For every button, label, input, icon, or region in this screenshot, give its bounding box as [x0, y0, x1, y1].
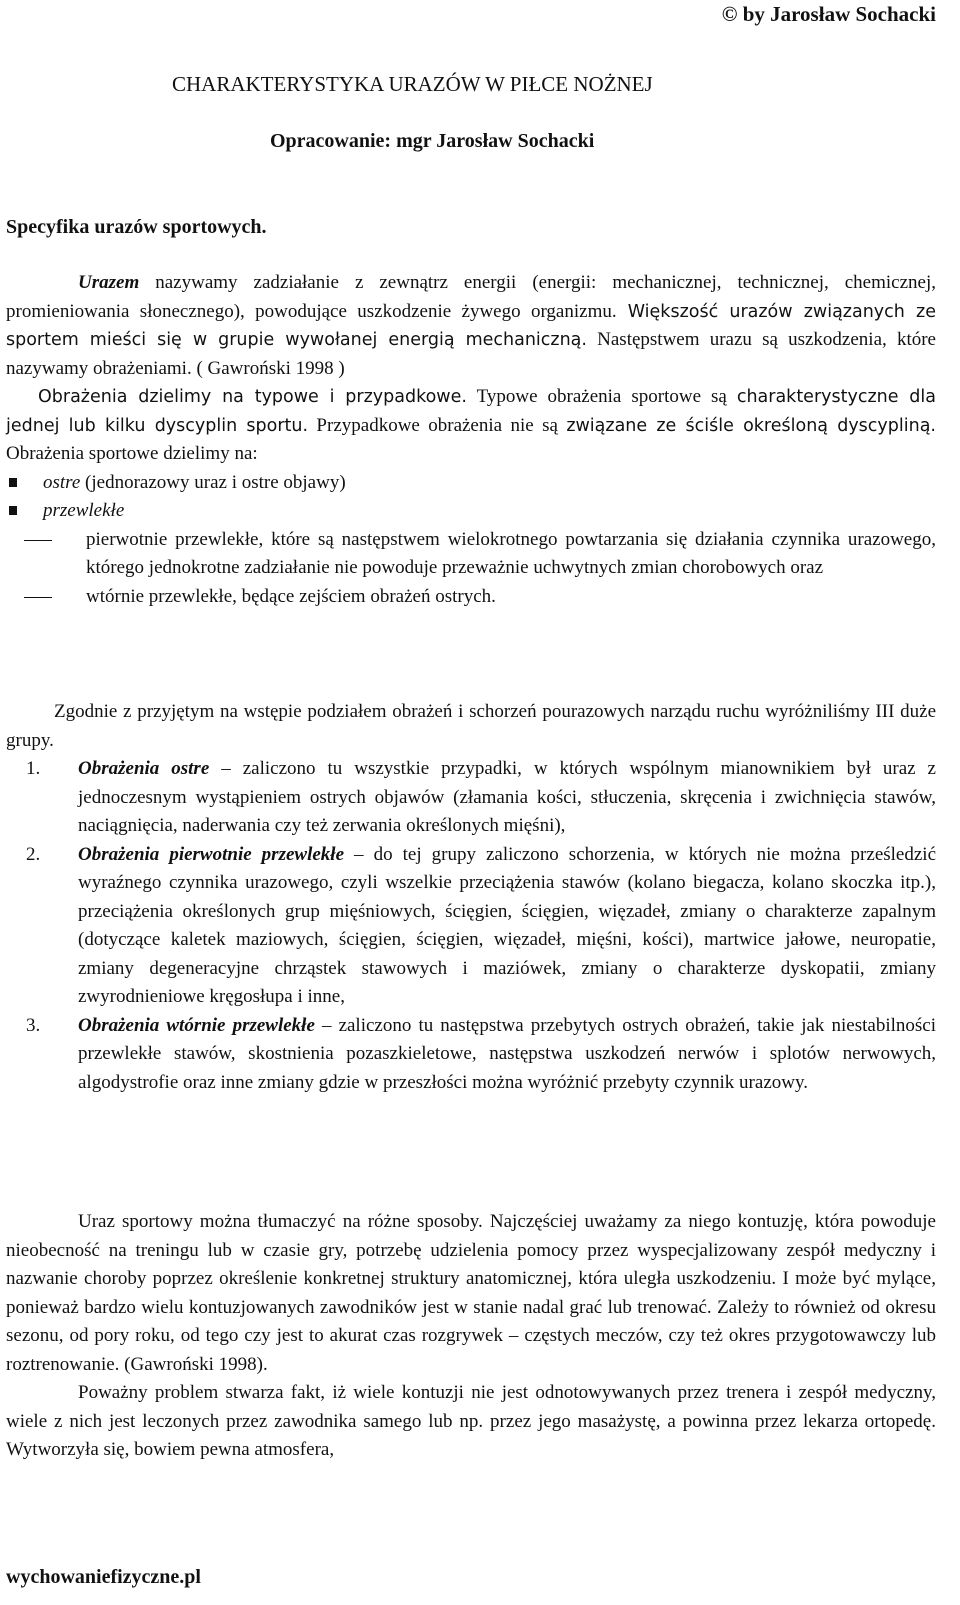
item-text: – zaliczono tu wszystkie przypadki, w których wspólnym mianownikiem był uraz z jednoczesnym wystąpieniem ostrych objawów (złamania kości, stłuczenia, skręcenia i zwichnięcia stawów, naciągnięcia, naderwania czy też zerwania określonych mięśni), [78, 758, 936, 836]
intro-text-end: Następstwem urazu są uszkodzenia, które nazywamy obrażeniami. ( Gawroński 1998 ) [6, 329, 936, 379]
bullet-term: przewlekłe [43, 500, 125, 521]
item-term: Obrażenia wtórnie przewlekłe [78, 1014, 315, 1036]
groups-section [6, 698, 936, 1097]
item-text: – do tej grupy zaliczono schorzenia, w których nie można prześledzić wyraźnego czynnika urazowego, czyli wszelkie przeciążenia stawów (kolano biegacza, kolano skoczka itp.), przeciążenia określonych grup mięśniowych, ścięgien, ścięgien, więzadeł, zmiany o charakterze zapalnym (dotyczące kaletek maziowych, ścięgien, ścięgien, więzadeł, mięśni, kości), martwice jałowe, neuropatie, zmiany degeneracyjne chrząstek stawowych i maziówek, zmiany o charakterze dyskopatii, zmiany zwyrodnieniowe kręgosłupa i inne, [78, 843, 936, 1007]
document-title: CHARAKTERYSTYKA URAZÓW W PIŁCE NOŻNEJ [172, 72, 653, 96]
square-bullet-icon [9, 506, 17, 515]
list-item [6, 469, 936, 498]
list-item [6, 755, 936, 841]
intro-paragraph-2 [6, 383, 936, 469]
p2-text-c: charakterystyczne dla jednej lub kilku dyscyplin sportu. [6, 387, 936, 436]
bullet-text: (jednorazowy uraz i ostre objawy) [80, 471, 346, 493]
intro-paragraph-1 [6, 269, 936, 383]
intro-text: nazywamy zadziałanie z zewnątrz energii (energii: mechanicznej, technicznej, chemicznej, promieniowania słonecznego), powodujące uszkodzenie żywego organizmu. [6, 272, 936, 322]
subitem-text: pierwotnie przewlekłe, które są następstwem wielokrotnego powtarzania się działania czynnika urazowego, którego jednokrotne zadziałanie nie powoduje przeważnie uchwytnych zmian chorobowych oraz [86, 528, 936, 578]
p2-text-b: Typowe obrażenia sportowe są [466, 386, 737, 407]
closing-section [6, 1208, 936, 1465]
item-number: 2. [26, 843, 41, 865]
p2-text-a: Obrażenia dzielimy na typowe i przypadkowe. [38, 387, 467, 407]
chronic-subtype-list [6, 526, 936, 612]
section-heading: Specyfika urazów sportowych. [6, 216, 267, 238]
copyright-notice: © by Jarosław Sochacki [721, 2, 936, 26]
p2-text-d: Przypadkowe obrażenia nie są [308, 414, 567, 436]
groups-list [6, 755, 936, 1097]
list-item [6, 526, 936, 583]
list-item [6, 1012, 936, 1098]
closing-paragraph-1: Uraz sportowy można tłumaczyć na różne sposoby. Najczęściej uważamy za niego kontuzję, która powoduje nieobecność na treningu lub w czasie gry, potrzebę udzielenia pomocy przez wyspecjalizowany zespół medyczny i nazwanie choroby poprzez określenie konkretnej struktury anatomicznej, która uległa uszkodzeniu. I może być mylące, ponieważ bardzo wielu kontuzjowanych zawodników jest w stanie nadal grać lub trenować. Zależy to również od okresu sezonu, od pory roku, od tego czy jest to akurat czas rozgrywek – częstych meczów, czy też okres przygotowawczy lub roztrenowanie. (Gawroński 1998). [6, 1211, 936, 1375]
footer-site: wychowaniefizyczne.pl [6, 1566, 201, 1588]
subitem-text: wtórnie przewlekłe, będące zejściem obrażeń ostrych. [86, 585, 496, 607]
document-author: Opracowanie: mgr Jarosław Sochacki [270, 130, 595, 152]
dash-bullet-icon [24, 597, 52, 599]
item-term: Obrażenia ostre [78, 758, 210, 779]
intro-text-sans: Większość urazów związanych ze sportem mieści się w grupie wywołanej energią mechaniczną. [6, 301, 936, 350]
square-bullet-icon [9, 478, 17, 487]
p2-text-f: Obrażenia sportowe dzielimy na: [6, 443, 258, 464]
p2-text-e: związane ze ściśle określoną dyscypliną. [566, 415, 936, 436]
term-urazem: Urazem [78, 272, 140, 293]
item-term: Obrażenia pierwotnie przewlekłe [78, 843, 345, 865]
groups-intro: Zgodnie z przyjętym na wstępie podziałem obrażeń i schorzeń pourazowych narządu ruchu wyróżniliśmy III duże grupy. [6, 701, 936, 751]
dash-bullet-icon [24, 540, 52, 542]
list-item [6, 583, 936, 612]
injury-type-list [6, 469, 936, 526]
intro-section [6, 269, 936, 611]
bullet-term: ostre [43, 471, 81, 493]
item-text: – zaliczono tu następstwa przebytych ostrych obrażeń, takie jak niestabilności przewlekłe stawów, skostnienia pozaszkieletowe, następstwa uszkodzeń nerwów i splotów nerwowych, algodystrofie oraz inne zmiany gdzie w przeszłości można wyróżnić przebyty czynnik urazowy. [78, 1014, 936, 1093]
list-item [6, 841, 936, 1012]
list-item [6, 497, 936, 526]
closing-paragraph-2: Poważny problem stwarza fakt, iż wiele kontuzji nie jest odnotowywanych przez trenera i zespół medyczny, wiele z nich jest leczonych przez zawodnika samego lub np. przez jego masażystę, a powinna przez lekarza ortopedę. Wytworzyła się, bowiem pewna atmosfera, [6, 1382, 936, 1460]
item-number: 3. [26, 1014, 41, 1036]
item-number: 1. [26, 758, 41, 779]
